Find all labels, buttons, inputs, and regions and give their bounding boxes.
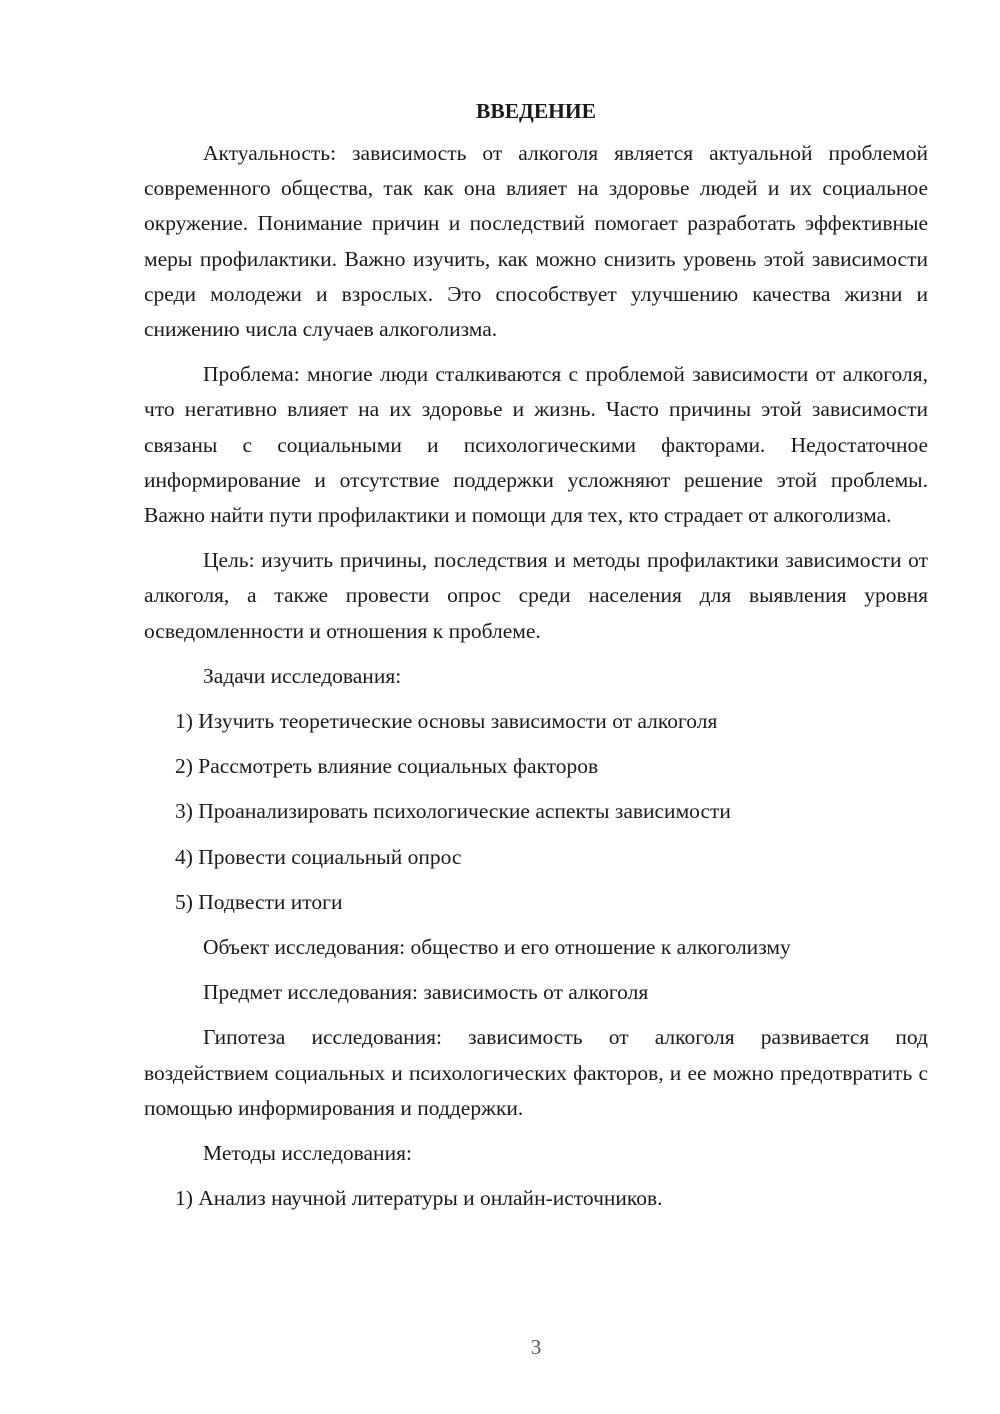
task-item-5: 5) Подвести итоги [175,889,343,914]
task-item-1: 1) Изучить теоретические основы зависимости от алкоголя [175,709,718,734]
page-content [144,96,928,1226]
page-title: ВВЕДЕНИЕ [476,99,596,123]
research-object: Объект исследования: общество и его отношение к алкоголизму [203,935,791,960]
task-item-3: 3) Проанализировать психологические аспекты зависимости [175,799,731,824]
task-item-2: 2) Рассмотреть влияние социальных факторов [175,754,599,779]
page-number: 3 [530,1335,542,1359]
goal-paragraph: Цель: изучить причины, последствия и методы профилактики зависимости от алкоголя, а также провести опрос среди населения для выявления уровня осведомленности и отношения к проблеме. [144,548,928,643]
problem-paragraph: Проблема: многие люди сталкиваются с проблемой зависимости от алкоголя, что негативно влияет на их здоровье и жизнь. Часто причины этой зависимости связаны с социальными и психологическими факторами. Недостаточное информирование и отсутствие поддержки усложняют решение этой проблемы. Важно найти пути профилактики и помощи для тех, кто страдает от алкоголизма. [144,362,928,528]
hypothesis-paragraph: Гипотеза исследования: зависимость от алкоголя развивается под воздействием социальных и психологических факторов, и ее можно предотвратить с помощью информирования и поддержки. [144,1025,928,1120]
method-item-1: 1) Анализ научной литературы и онлайн-источников. [175,1186,663,1211]
tasks-heading: Задачи исследования: [203,663,402,688]
research-subject: Предмет исследования: зависимость от алкоголя [203,980,649,1005]
methods-heading: Методы исследования: [203,1141,412,1166]
relevance-paragraph: Актуальность: зависимость от алкоголя является актуальной проблемой современного общества, так как она влияет на здоровье людей и их социальное окружение. Понимание причин и последствий помогает разработать эффективные меры профилактики. Важно изучить, как можно снизить уровень этой зависимости среди молодежи и взрослых. Это способствует улучшению качества жизни и снижению числа случаев алкоголизма. [144,141,928,342]
task-item-4: 4) Провести социальный опрос [175,844,462,869]
